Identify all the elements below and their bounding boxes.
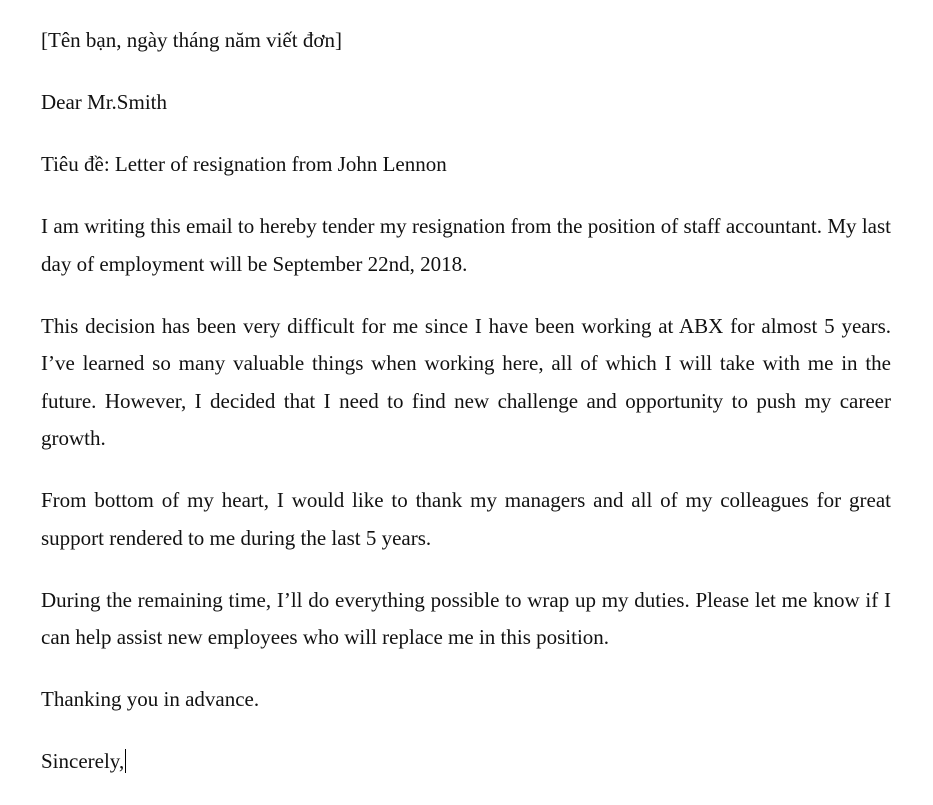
salutation: Dear Mr.Smith [41, 90, 167, 114]
document-body[interactable] [41, 22, 891, 805]
paragraph-4: During the remaining time, I’ll do everything possible to wrap up my duties. Please let me know if I can help assist new employees who will replace me in this position. [41, 587, 891, 649]
signoff-line [41, 743, 891, 781]
header-placeholder: [Tên bạn, ngày tháng năm viết đơn] [41, 28, 342, 52]
closing-thanks: Thanking you in advance. [41, 687, 260, 711]
text-cursor [125, 749, 126, 773]
paragraph-2: This decision has been very difficult for me since I have been working at ABX for almost 5 years. I’ve learned so many valuable things when working here, all of which I will take with me in the future. However, I decided that I need to find new challenge and opportunity to push my career growth. [41, 313, 891, 450]
signoff: Sincerely, [41, 749, 125, 773]
subject-line: Tiêu đề: Letter of resignation from John Lennon [41, 152, 447, 176]
paragraph-3: From bottom of my heart, I would like to thank my managers and all of my colleagues for great support rendered to me during the last 5 years. [41, 488, 891, 550]
paragraph-1: I am writing this email to hereby tender my resignation from the position of staff accountant. My last day of employment will be September 22nd, 2018. [41, 214, 891, 276]
